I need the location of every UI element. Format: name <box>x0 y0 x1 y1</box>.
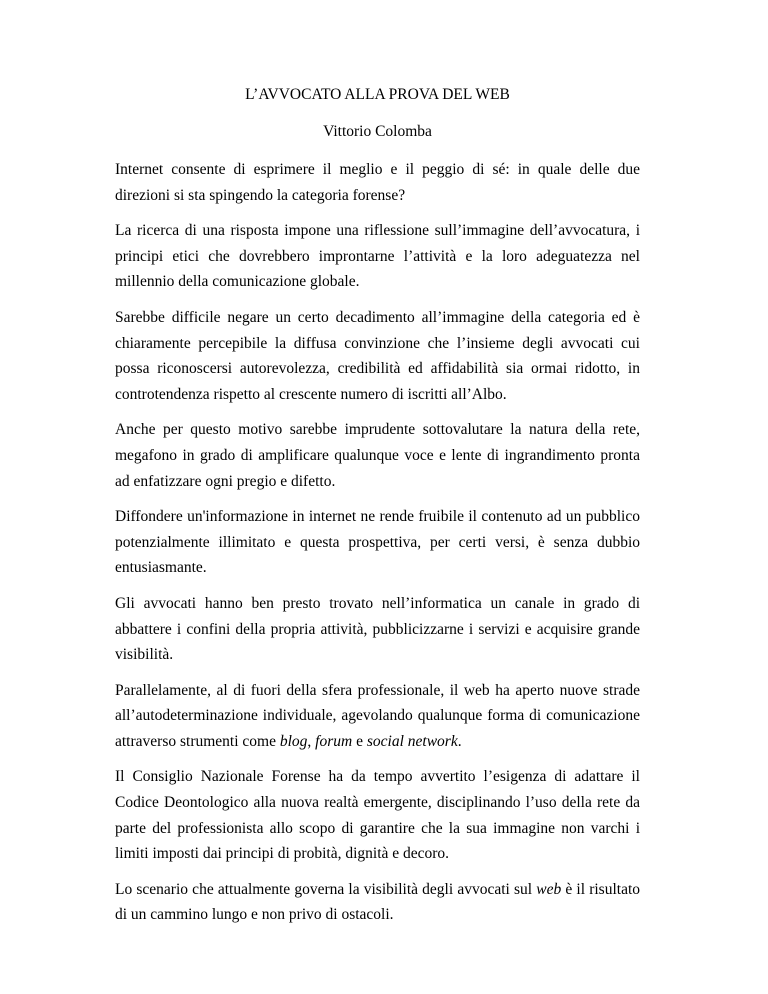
paragraph <box>115 678 640 755</box>
text-run: La ricerca di una risposta impone una riflessione sull’immagine dell’avvocatura, i principi etici che dovrebbero improntarne l’attività e la loro adeguatezza nel millennio della comunicazione globale. <box>115 222 640 291</box>
text-run: Diffondere un'informazione in internet ne rende fruibile il contenuto ad un pubblico potenzialmente illimitato e questa prospettiva, per certi versi, è senza dubbio entusiasmante. <box>115 508 640 577</box>
text-run: Sarebbe difficile negare un certo decadimento all’immagine della categoria ed è chiaramente percepibile la diffusa convinzione che l’insieme degli avvocati cui possa riconoscersi autorevolezza, credibilità ed affidabilità sia ormai ridotto, in controtendenza rispetto al crescente numero di iscritti all’Albo. <box>115 308 640 403</box>
paragraph <box>115 591 640 668</box>
paragraph <box>115 417 640 494</box>
text-run: Internet consente di esprimere il meglio e il peggio di sé: in quale delle due direzioni si sta spingendo la categoria forense? <box>115 161 640 204</box>
text-run: è il risultato di un cammino lungo e non privo di ostacoli. <box>115 880 641 924</box>
document-author: Vittorio Colomba <box>323 123 432 140</box>
paragraph <box>115 157 640 208</box>
text-run: Gli avvocati hanno ben presto trovato nell’informatica un canale in grado di abbattere i confini della propria attività, pubblicizzarne i servizi e acquisire grande visibilità. <box>115 594 640 664</box>
italic-run: blog <box>279 732 308 750</box>
italic-run: forum <box>315 732 353 750</box>
italic-run: web <box>536 880 562 898</box>
text-run: . <box>457 732 462 750</box>
document-body <box>115 157 640 938</box>
text-run: e <box>352 732 367 750</box>
paragraph <box>115 877 640 928</box>
paragraph <box>115 305 640 407</box>
document-title: L’AVVOCATO ALLA PROVA DEL WEB <box>245 86 510 103</box>
text-run: Lo scenario che attualmente governa la visibilità degli avvocati sul <box>115 880 537 898</box>
paragraph <box>115 764 640 866</box>
paragraph <box>115 504 640 581</box>
text-run: Anche per questo motivo sarebbe imprudente sottovalutare la natura della rete, megafono in grado di amplificare qualunque voce e lente di ingrandimento pronta ad enfatizzare ogni pregio e difetto. <box>115 421 640 490</box>
text-run: Il Consiglio Nazionale Forense ha da tempo avvertito l’esigenza di adattare il Codice Deontologico alla nuova realtà emergente, disciplinando l’uso della rete da parte del professionista allo scopo di garantire che la sua immagine non varchi i limiti imposti dai principi di probità, dignità e decoro. <box>115 768 640 863</box>
text-run: Parallelamente, al di fuori della sfera professionale, il web ha aperto nuove strade all’autodeterminazione individuale, agevolando qualunque forma di comunicazione attraverso strumenti come <box>115 681 640 750</box>
text-run: , <box>307 732 316 750</box>
paragraph <box>115 218 640 295</box>
italic-run: social network <box>366 732 458 750</box>
